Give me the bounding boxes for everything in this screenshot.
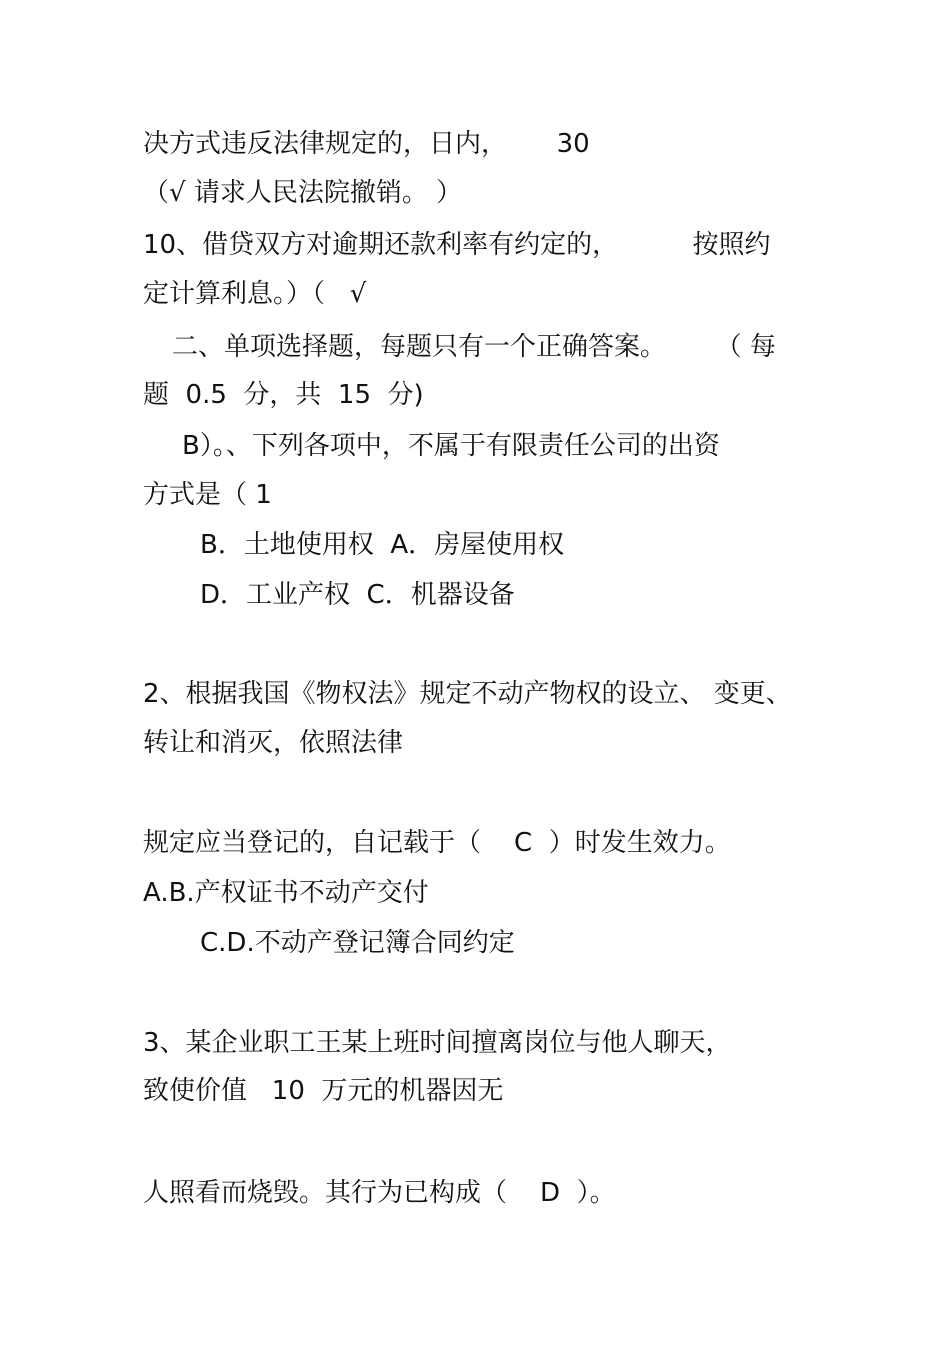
text-line-1: 决方式违反法律规定的，日内， 30 bbox=[143, 129, 590, 159]
section-heading-line-1: 二、单项选择题，每题只有一个正确答案。 （ 每 bbox=[172, 332, 776, 362]
question-1-options-2: D．工业产权 C．机器设备 bbox=[200, 580, 515, 610]
question-3-line-1: 3、某企业职工王某上班时间擅离岗位与他人聊天， bbox=[143, 1028, 732, 1058]
question-2-options-1: A.B.产权证书不动产交付 bbox=[143, 878, 429, 908]
question-10-line-2: 定计算利息。）（ √ bbox=[143, 279, 367, 309]
section-heading-line-2: 题 0.5 分，共 15 分) bbox=[143, 380, 424, 410]
question-2-line-1: 2、根据我国《物权法》规定不动产物权的设立、 变更、 bbox=[143, 679, 792, 709]
question-1-options-1: B．土地使用权 A．房屋使用权 bbox=[200, 530, 565, 560]
question-2-line-2: 转让和消灭，依照法律 bbox=[143, 728, 404, 758]
question-1-line-2: 方式是（ 1 bbox=[143, 480, 272, 510]
question-2-line-3: 规定应当登记的，自记载于（ C ）时发生效力。 bbox=[143, 828, 731, 858]
text-line-2: （√ 请求人民法院撤销。 ） bbox=[143, 178, 463, 208]
question-2-options-2: C.D.不动产登记簿合同约定 bbox=[200, 928, 515, 958]
question-3-line-2: 致使价值 10 万元的机器因无 bbox=[143, 1076, 504, 1106]
question-10-line-1: 10、借贷双方对逾期还款利率有约定的， 按照约 bbox=[143, 230, 771, 260]
question-3-line-3: 人照看而烧毁。其行为已构成（ D ）。 bbox=[143, 1178, 616, 1208]
question-1-line-1: B）。、下列各项中，不属于有限责任公司的出资 bbox=[182, 431, 720, 461]
